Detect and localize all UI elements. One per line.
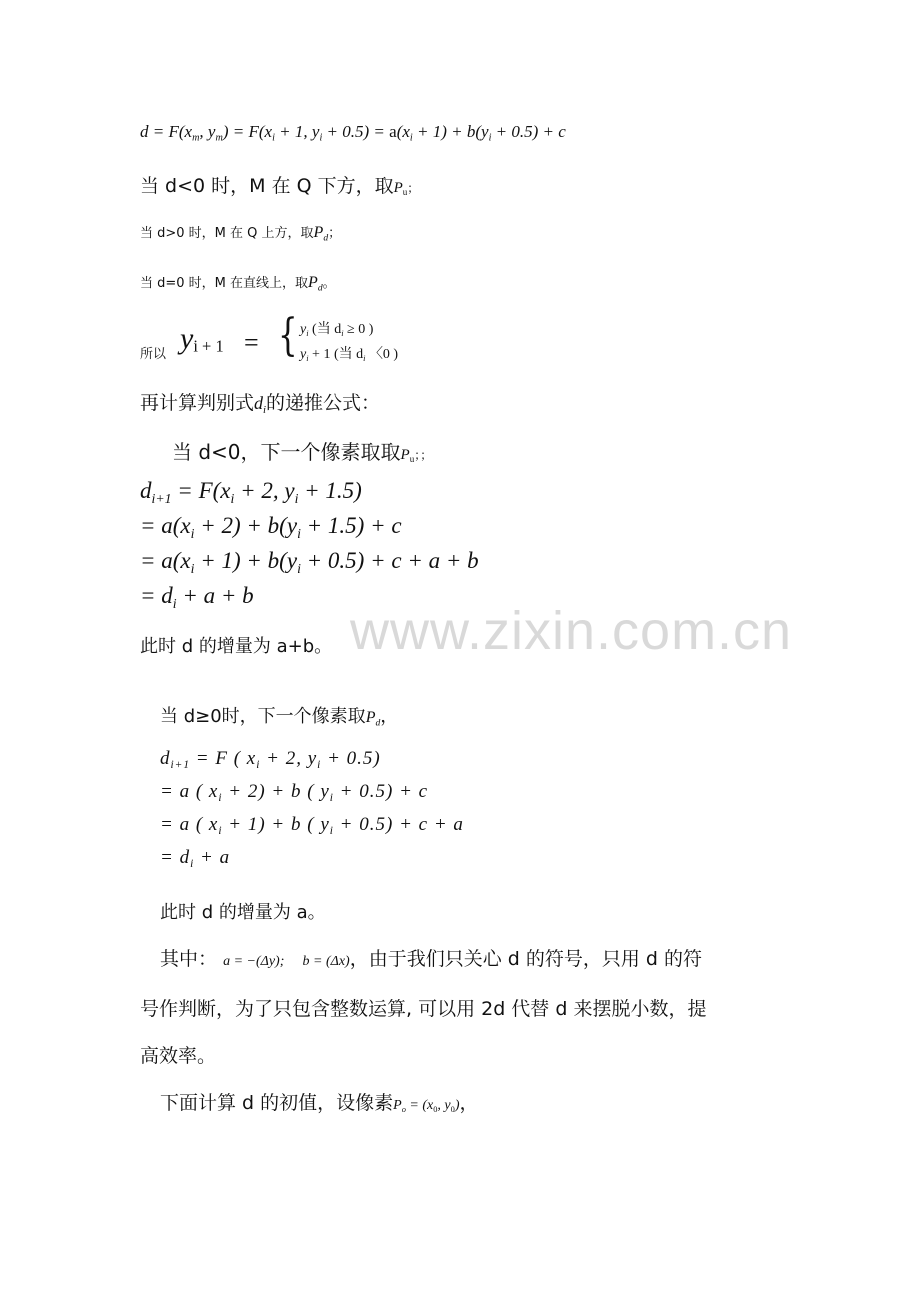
case-positive-end: ； (328, 226, 342, 241)
init-end: ， (459, 1092, 479, 1114)
watermark: www.zixin.com.cn (350, 601, 793, 661)
where-text-1: ，由于我们只关心 d 的符号，只用 d 的符 (349, 948, 702, 970)
p0-definition: $P_o = (x_0$, $y_0$) (393, 1098, 460, 1114)
midpoint-equation: $d = F(x_m$, $y_m) = F(x_i + 1$, $y_i + 0.5) = a(x_i + 1) + b(y_i + 0.5) + c$ (140, 122, 566, 144)
pos-derivation-line-3: = a ( $x_i + 1) + b$ ( $y_i + 0.5) + c + a$ (160, 814, 464, 837)
case-zero-text: 当 d=0 时，M 在直线上，取 (140, 276, 309, 291)
pos-derivation-line-2: = a ( $x_i + 2) + b$ ( $y_i + 0.5) + c$ (160, 781, 429, 804)
init-text: 下面计算 d 的初值，设像素 (160, 1092, 394, 1114)
pos-branch-intro-text: 当 d≥0时，下一个像素取 (160, 706, 366, 727)
case-zero (140, 272, 336, 292)
p-u-sub: u (402, 187, 408, 198)
pos-branch-p-sub: d (375, 717, 381, 729)
neg-derivation-line-1: $d_{i+1} = F(x_i + 2$, $y_i + 1.5$) (140, 478, 362, 506)
case-negative-end: ； (407, 181, 420, 195)
recurrence-title-after: 的递推公式： (266, 392, 381, 414)
pos-branch-end: ， (380, 706, 399, 727)
pos-branch-intro (160, 702, 398, 728)
pos-increment: 此时 d 的增量为 a。 (160, 902, 326, 923)
recurrence-sub: i (263, 403, 267, 416)
neg-branch-end: ；； (414, 448, 433, 462)
neg-branch-p-sub: u (409, 454, 415, 465)
recurrence-title (140, 388, 380, 415)
case-negative (140, 171, 419, 198)
init-line (160, 1088, 479, 1115)
case-positive (140, 222, 341, 242)
neg-increment: 此时 d 的增量为 a+b。 (140, 636, 333, 657)
pos-derivation-line-4: = $d_i + a$ (160, 847, 231, 870)
neg-branch-intro (172, 436, 432, 465)
neg-derivation-line-2: = $a(x_i + 2) + b(y_i + 1.5) + c$ (140, 513, 402, 541)
p-d-symbol-2: P (308, 274, 318, 291)
neg-derivation-line-4: = $d_i + a + b$ (140, 583, 254, 611)
case-positive-text: 当 d>0 时，M 在 Q 上方，取 (140, 226, 314, 241)
pos-branch-p: P (365, 709, 376, 726)
where-line-1 (160, 944, 702, 971)
a-definition: a = −(Δy); (223, 954, 285, 969)
recurrence-var: d (254, 393, 264, 413)
case-2: $y_i + 1$ (当 $d_i$ 〈0 ) (300, 347, 399, 363)
cases-brace: { (278, 310, 298, 361)
so-label: 所以 (140, 347, 167, 362)
neg-branch-p: P (400, 447, 410, 463)
b-definition: b = (Δx) (302, 954, 350, 969)
equals-sign: = (244, 328, 259, 357)
case-zero-end: 。 (322, 276, 336, 291)
pos-derivation-line-1: $d_{i+1} = F$ ( $x_i + 2$, $y_i + 0.5$) (160, 748, 381, 771)
case-negative-text: 当 d<0 时，M 在 Q 下方，取 (140, 175, 394, 197)
p-d-sub-2: d (317, 282, 323, 294)
neg-derivation-line-3: = $a(x_i + 1) + b(y_i + 0.5) + c + a + b$ (140, 548, 479, 576)
p-d-sub: d (323, 232, 329, 244)
where-line-3: 高效率。 (140, 1045, 217, 1067)
y-next-var: $y_{i + 1}$ (180, 322, 224, 356)
p-u-symbol: P (393, 180, 403, 196)
where-line-2: 号作判断，为了只包含整数运算, 可以用 2d 代替 d 来摆脱小数，提 (140, 998, 707, 1020)
recurrence-title-before: 再计算判别式 (140, 392, 255, 414)
case-1: $y_i$ (当 $d_i \ge 0$ ) (300, 322, 374, 338)
where-label: 其中： (160, 948, 218, 970)
p-d-symbol: P (313, 224, 324, 241)
neg-branch-intro-text: 当 d<0，下一个像素取取 (172, 440, 401, 464)
